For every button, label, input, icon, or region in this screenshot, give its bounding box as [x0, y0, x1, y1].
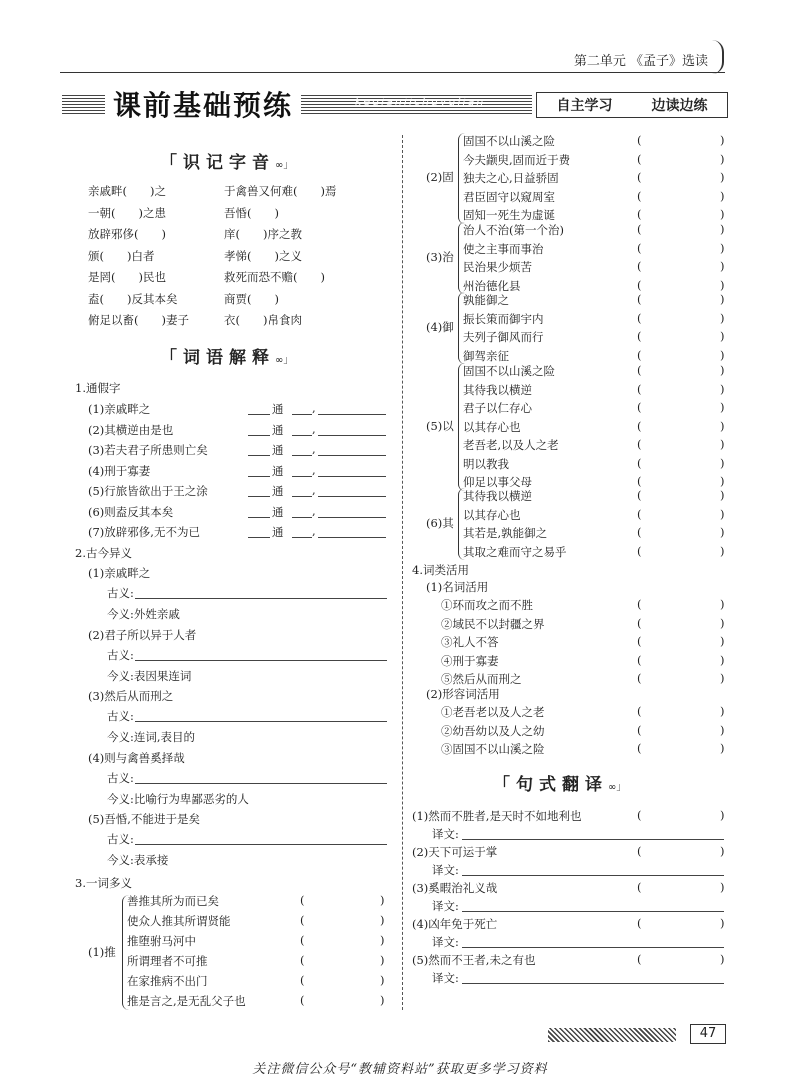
comma: , — [312, 401, 316, 415]
noun-use-paren-close: ) — [720, 652, 725, 667]
tui-item: 推堕驸马河中 — [127, 934, 196, 948]
qi-item: 其取之难而守之易乎 — [463, 544, 567, 559]
gujin-ancient-label: 古义: — [107, 770, 134, 785]
translation-question: (2)天下可运于掌 — [412, 845, 498, 859]
header-rule — [60, 72, 725, 73]
tui-paren-close: ) — [380, 973, 385, 987]
gu-paren-close: ) — [720, 188, 725, 203]
translation-paren-open: ( — [637, 916, 642, 930]
translation-paren-close: ) — [720, 952, 725, 966]
qi-paren-open: ( — [637, 543, 642, 558]
tongjia-blank-b[interactable] — [292, 455, 312, 456]
adj-use-paren-close: ) — [720, 722, 725, 737]
pronunciation-item: 放辟邪侈( ) — [88, 227, 166, 241]
translation-paren-close: ) — [720, 808, 725, 822]
yi-label: (5)以 — [426, 418, 454, 433]
noun-use-paren-open: ( — [637, 597, 642, 611]
zhi-paren-close: ) — [720, 277, 725, 292]
pronunciation-item: 庠( )序之教 — [224, 227, 302, 241]
gujin-modern: 今义:外姓亲戚 — [107, 607, 180, 621]
tongjia-blank-b[interactable] — [292, 435, 312, 436]
tui-paren-close: ) — [380, 953, 385, 967]
yi-paren-close: ) — [720, 400, 725, 414]
gu-item: 今夫颛臾,固而近于费 — [463, 152, 571, 167]
yi-item: 固国不以山溪之险 — [463, 364, 555, 378]
gujin-answer-line[interactable] — [135, 721, 387, 722]
yi-paren-open: ( — [637, 474, 642, 488]
zhi-item: 治人不治(第一个治) — [463, 223, 564, 237]
translation-paren-close: ) — [720, 880, 725, 894]
gu-paren-open: ( — [637, 151, 642, 166]
sec-title-vocab-text: 「词语解释 — [160, 348, 275, 368]
tong-label: 通 — [272, 525, 284, 539]
gu-paren-open: ( — [637, 207, 642, 221]
tong-label: 通 — [272, 484, 284, 498]
noun-use-paren-open: ( — [637, 634, 642, 648]
tongjia-blank-c[interactable] — [318, 455, 386, 456]
yi-paren-open: ( — [637, 455, 642, 470]
yu-label: (4)御 — [426, 320, 454, 334]
pronunciation-item: 商贾( ) — [224, 291, 279, 306]
infinity-icon: ∞」 — [608, 782, 627, 793]
gujin-question: (5)吾惛,不能进于是矣 — [88, 812, 200, 826]
zhi-item: 州治德化县 — [463, 278, 521, 293]
tui-paren-open: ( — [300, 953, 305, 967]
tui-item: 推是言之,是无乱父子也 — [127, 994, 246, 1008]
yu-paren-close: ) — [720, 310, 725, 325]
zhi-label: (3)治 — [426, 250, 454, 264]
noun-use-paren-close: ) — [720, 597, 725, 611]
zhi-paren-open: ( — [637, 259, 642, 273]
pronunciation-item: 救死而恐不赡( ) — [224, 270, 325, 284]
qi-paren-close: ) — [720, 488, 725, 502]
tui-paren-close: ) — [380, 913, 385, 927]
gu-paren-close: ) — [720, 170, 725, 184]
gujin-modern: 今义:连词,表目的 — [107, 730, 196, 744]
noun-use-paren-open: ( — [637, 671, 642, 685]
yi-paren-close: ) — [720, 437, 725, 451]
adj-use-paren-open: ( — [637, 741, 642, 755]
qi-item: 其若是,孰能御之 — [463, 526, 548, 540]
comma: , — [312, 524, 316, 538]
tui-item: 善推其所为而已矣 — [127, 894, 219, 908]
banner-tag-self-study: 自主学习 — [556, 98, 613, 114]
page-number: 47 — [690, 1024, 726, 1044]
tongjia-item: (5)行旅皆欲出于王之涂 — [88, 484, 208, 498]
sec-title-translation-text: 「句式翻译 — [493, 775, 608, 795]
tongjia-blank-b[interactable] — [292, 414, 312, 415]
tongjia-blank-a[interactable] — [248, 517, 270, 518]
footer-stripe — [548, 1028, 676, 1042]
comma: , — [312, 483, 316, 497]
comma: , — [312, 421, 316, 436]
tui-paren-close: ) — [380, 993, 385, 1007]
gujin-question: (1)亲戚畔之 — [88, 566, 151, 580]
noun-use-paren-close: ) — [720, 671, 725, 685]
gujin-ancient-label: 古义: — [107, 832, 134, 846]
pronunciation-item: 吾惛( ) — [224, 205, 279, 220]
yu-paren-close: ) — [720, 292, 725, 306]
tongjia-blank-a[interactable] — [248, 496, 270, 497]
translation-question: (5)然而不王者,未之有也 — [412, 953, 536, 967]
tui-paren-open: ( — [300, 933, 305, 947]
yu-item: 御驾亲征 — [463, 348, 509, 363]
tui-paren-close: ) — [380, 933, 385, 947]
yi-paren-open: ( — [637, 418, 642, 433]
yu-paren-close: ) — [720, 347, 725, 362]
pronunciation-item: 俯足以畜( )妻子 — [88, 313, 189, 327]
gujin-ancient-label: 古义: — [107, 709, 134, 723]
adj-use-paren-open: ( — [637, 722, 642, 737]
tong-label: 通 — [272, 402, 284, 416]
pronunciation-item: 颁( )白者 — [88, 248, 155, 263]
noun-use-paren-close: ) — [720, 634, 725, 648]
adj-use-paren-open: ( — [637, 704, 642, 718]
tui-item: 使众人推其所谓贤能 — [127, 914, 231, 928]
yi-item: 其待我以横逆 — [463, 382, 532, 397]
gu-item: 君臣固守以窥周室 — [463, 189, 555, 204]
yi-paren-close: ) — [720, 381, 725, 396]
yu-paren-open: ( — [637, 347, 642, 362]
yi-paren-close: ) — [720, 474, 725, 488]
gu-paren-open: ( — [637, 170, 642, 184]
tong-label: 通 — [272, 443, 284, 457]
noun-use-item: ④刑于寡妻 — [441, 653, 499, 668]
noun-use-paren-open: ( — [637, 615, 642, 630]
gujin-question: (4)则与禽兽奚择哉 — [88, 750, 185, 765]
header-bracket — [712, 40, 724, 74]
comma: , — [312, 442, 316, 456]
yi-item: 仰足以事父母 — [463, 475, 532, 489]
tong-label: 通 — [272, 463, 284, 478]
qi-paren-close: ) — [720, 506, 725, 521]
adj-use-paren-close: ) — [720, 704, 725, 718]
tongjia-item: (2)其横逆由是也 — [88, 422, 174, 437]
translation-label: 译文: — [432, 827, 459, 841]
yi-paren-open: ( — [637, 381, 642, 396]
yu-paren-open: ( — [637, 310, 642, 325]
tong-label: 通 — [272, 422, 284, 437]
tongjia-blank-b[interactable] — [292, 496, 312, 497]
heading-polysemy: 3.一词多义 — [75, 876, 132, 890]
tongjia-item: (4)刑于寡妻 — [88, 463, 151, 478]
yi-paren-open: ( — [637, 363, 642, 377]
tongjia-blank-c[interactable] — [318, 476, 386, 477]
gujin-answer-line[interactable] — [135, 783, 387, 784]
pronunciation-item: 亲戚畔( )之 — [88, 184, 166, 198]
tongjia-blank-c[interactable] — [318, 537, 386, 538]
tui-label: (1)推 — [88, 945, 116, 959]
translation-paren-close: ) — [720, 844, 725, 858]
tongjia-blank-a[interactable] — [248, 537, 270, 538]
zhi-paren-close: ) — [720, 240, 725, 255]
translation-question: (3)奚暇治礼义哉 — [412, 881, 498, 895]
gu-label: (2)固 — [426, 170, 454, 185]
translation-label: 译文: — [432, 863, 459, 877]
yi-item: 君子以仁存心 — [463, 401, 532, 415]
qi-item: 其待我以横逆 — [463, 489, 532, 503]
adj-use-paren-close: ) — [720, 741, 725, 755]
sec-title-pronunciation — [160, 148, 293, 173]
footer-note: 关注微信公众号“教辅资料站”获取更多学习资料 — [252, 1062, 548, 1077]
sec-title-translation — [493, 770, 626, 795]
pronunciation-item: 是罔( )民也 — [88, 270, 166, 284]
heading-word-class: 4.词类活用 — [412, 563, 469, 577]
tui-paren-open: ( — [300, 893, 305, 907]
tui-paren-open: ( — [300, 973, 305, 987]
yu-item: 夫列子御风而行 — [463, 330, 544, 344]
translation-label: 译文: — [432, 899, 459, 913]
tui-paren-close: ) — [380, 893, 385, 907]
infinity-icon: ∞」 — [275, 355, 294, 366]
yu-paren-close: ) — [720, 329, 725, 343]
tongjia-blank-b[interactable] — [292, 517, 312, 518]
gujin-answer-line[interactable] — [135, 598, 387, 599]
yu-paren-open: ( — [637, 329, 642, 343]
yi-item: 明以教我 — [463, 456, 509, 471]
gu-paren-open: ( — [637, 133, 642, 147]
gu-paren-close: ) — [720, 151, 725, 166]
zhi-paren-close: ) — [720, 259, 725, 273]
zhi-paren-open: ( — [637, 277, 642, 292]
zhi-paren-open: ( — [637, 222, 642, 236]
noun-use-item: ⑤然后从而刑之 — [441, 672, 522, 686]
yu-item: 孰能御之 — [463, 293, 509, 307]
tongjia-blank-c[interactable] — [318, 517, 386, 518]
translation-answer-line[interactable] — [462, 875, 724, 876]
adj-use-item: ③固国不以山溪之险 — [441, 742, 545, 756]
yi-paren-close: ) — [720, 455, 725, 470]
gujin-answer-line[interactable] — [135, 844, 387, 845]
adj-use-item: ①老吾老以及人之老 — [441, 705, 545, 719]
yu-paren-open: ( — [637, 292, 642, 306]
translation-paren-open: ( — [637, 844, 642, 858]
tongjia-blank-a[interactable] — [248, 455, 270, 456]
column-divider — [402, 135, 403, 1010]
yi-paren-close: ) — [720, 418, 725, 433]
zhi-item: 民治果少烦苦 — [463, 260, 532, 274]
yi-paren-open: ( — [637, 400, 642, 414]
gujin-modern: 今义:表承接 — [107, 853, 169, 867]
qi-paren-close: ) — [720, 525, 725, 539]
gu-item: 独夫之心,日益骄固 — [463, 171, 559, 185]
heading-adj-use: (2)形容词活用 — [426, 687, 500, 701]
tui-item: 在家推病不出门 — [127, 974, 208, 988]
translation-paren-open: ( — [637, 952, 642, 966]
noun-use-item: ③礼人不答 — [441, 635, 499, 649]
translation-answer-line[interactable] — [462, 983, 724, 984]
pronunciation-item: 一朝( )之患 — [88, 205, 166, 220]
heading-gujin: 2.古今异义 — [75, 546, 132, 560]
adj-use-item: ②幼吾幼以及人之幼 — [441, 723, 545, 738]
qi-paren-open: ( — [637, 506, 642, 521]
yu-item: 振长策而御宇内 — [463, 311, 544, 326]
unit-title: 第二单元 《孟子》选读 — [573, 54, 708, 69]
gujin-question: (3)然后从而刑之 — [88, 689, 174, 703]
comma: , — [312, 462, 316, 477]
translation-answer-line[interactable] — [462, 947, 724, 948]
comma: , — [312, 503, 316, 518]
translation-answer-line[interactable] — [462, 911, 724, 912]
noun-use-paren-close: ) — [720, 615, 725, 630]
sec-title-vocab — [160, 343, 293, 368]
gujin-ancient-label: 古义: — [107, 586, 134, 600]
qi-paren-open: ( — [637, 488, 642, 502]
pronunciation-item: 盍( )反其本矣 — [88, 291, 178, 306]
tongjia-blank-b[interactable] — [292, 537, 312, 538]
banner-tag-read-practice: 边读边练 — [651, 98, 708, 114]
translation-label: 译文: — [432, 971, 459, 985]
tongjia-blank-b[interactable] — [292, 476, 312, 477]
gujin-answer-line[interactable] — [135, 660, 387, 661]
tui-paren-open: ( — [300, 993, 305, 1007]
noun-use-paren-open: ( — [637, 652, 642, 667]
gujin-modern: 今义:表因果连词 — [107, 668, 192, 683]
gu-item: 固国不以山溪之险 — [463, 134, 555, 148]
gujin-ancient-label: 古义: — [107, 647, 134, 662]
tongjia-item: (3)若夫君子所患则亡矣 — [88, 443, 208, 457]
translation-paren-close: ) — [720, 916, 725, 930]
tongjia-blank-c[interactable] — [318, 414, 386, 415]
translation-label: 译文: — [432, 935, 459, 949]
tongjia-blank-c[interactable] — [318, 435, 386, 436]
noun-use-item: ①环而攻之而不胜 — [441, 598, 533, 612]
zhi-paren-close: ) — [720, 222, 725, 236]
yi-paren-open: ( — [637, 437, 642, 451]
translation-answer-line[interactable] — [462, 839, 724, 840]
banner-tags — [536, 92, 728, 118]
yi-paren-close: ) — [720, 363, 725, 377]
banner-pinyin: keqianjichuyulian — [355, 95, 486, 108]
pronunciation-item: 孝悌( )之义 — [224, 248, 302, 263]
translation-question: (4)凶年免于死亡 — [412, 917, 498, 931]
yi-item: 以其存心也 — [463, 419, 521, 434]
gu-paren-open: ( — [637, 188, 642, 203]
gujin-question: (2)君子所以异于人者 — [88, 627, 197, 642]
yi-item: 老吾老,以及人之老 — [463, 438, 559, 452]
tongjia-blank-a[interactable] — [248, 435, 270, 436]
tongjia-item: (1)亲戚畔之 — [88, 402, 151, 416]
tongjia-item: (7)放辟邪侈,无不为已 — [88, 525, 200, 539]
qi-item: 以其存心也 — [463, 507, 521, 522]
translation-paren-open: ( — [637, 808, 642, 822]
tongjia-blank-a[interactable] — [248, 414, 270, 415]
qi-label: (6)其 — [426, 516, 454, 530]
infinity-icon: ∞」 — [275, 160, 294, 171]
sec-title-pronunciation-text: 「识记字音 — [160, 153, 275, 173]
tongjia-item: (6)则盍反其本矣 — [88, 504, 174, 519]
gujin-modern: 今义:比喻行为卑鄙恶劣的人 — [107, 791, 249, 806]
qi-paren-close: ) — [720, 543, 725, 558]
pronunciation-item: 衣( )帛食肉 — [224, 313, 302, 327]
heading-noun-use: (1)名词活用 — [426, 580, 489, 594]
gu-item: 固知一死生为虚诞 — [463, 208, 555, 222]
banner-title: 课前基础预练 — [105, 84, 301, 124]
pronunciation-item: 于禽兽又何难( )焉 — [224, 184, 337, 198]
zhi-item: 使之主事而事治 — [463, 241, 544, 256]
tong-label: 通 — [272, 504, 284, 519]
qi-paren-open: ( — [637, 525, 642, 539]
gu-paren-close: ) — [720, 133, 725, 147]
noun-use-item: ②域民不以封疆之界 — [441, 616, 545, 631]
zhi-paren-open: ( — [637, 240, 642, 255]
gu-paren-close: ) — [720, 207, 725, 221]
translation-paren-open: ( — [637, 880, 642, 894]
tui-item: 所谓理者不可推 — [127, 954, 208, 968]
heading-tongjia: 1.通假字 — [75, 381, 121, 395]
translation-question: (1)然而不胜者,是天时不如地利也 — [412, 809, 582, 823]
tongjia-blank-c[interactable] — [318, 496, 386, 497]
tongjia-blank-a[interactable] — [248, 476, 270, 477]
tui-paren-open: ( — [300, 913, 305, 927]
